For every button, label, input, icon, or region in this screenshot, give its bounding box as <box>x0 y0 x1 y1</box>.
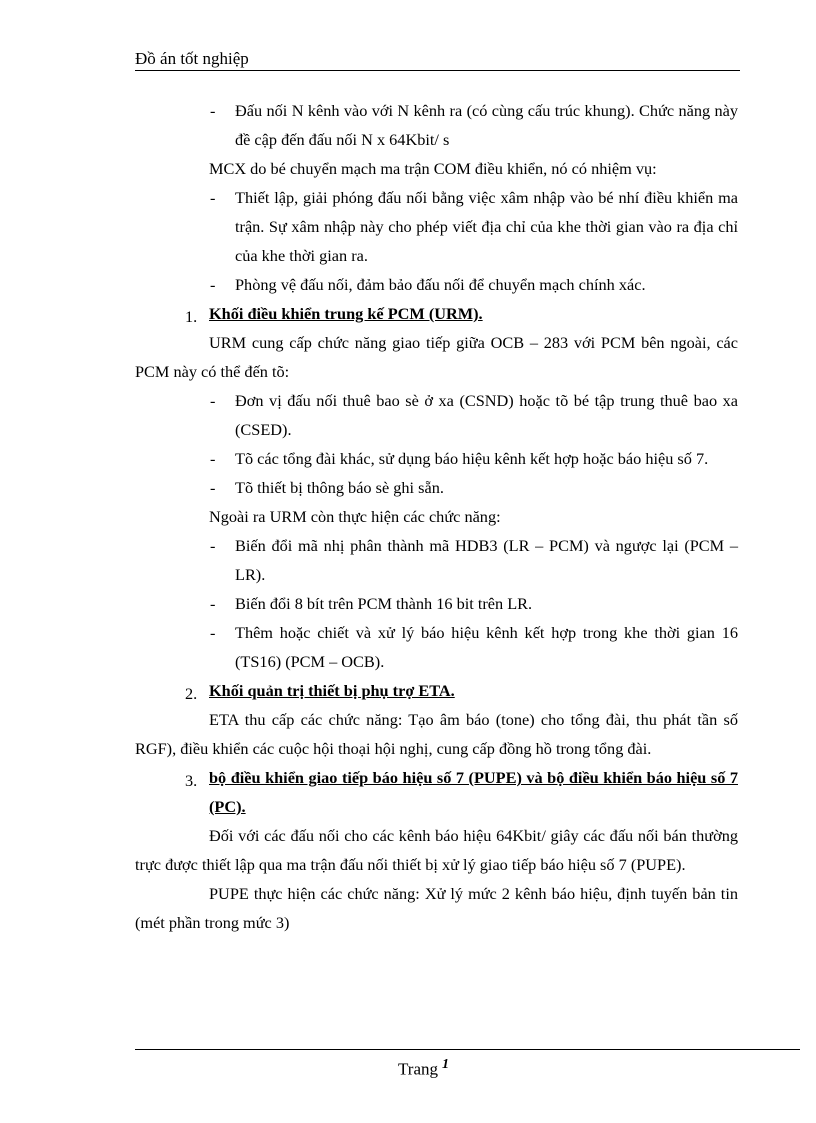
paragraph-eta: ETA thu cấp các chức năng: Tạo âm báo (tone) cho tổng đài, thu phát tần số RGF), điều khiển các cuộc hội thoại hội nghị, cung cấp đồng hồ trong tổng đài. <box>135 710 738 758</box>
header-rule <box>135 70 740 71</box>
section-heading-3 <box>135 763 738 821</box>
bullet-item <box>135 386 738 444</box>
bullet-text: Đơn vị đấu nối thuê bao sè ở xa (CSND) hoặc tõ bé tập trung thuê bao xa (CSED). <box>235 391 738 439</box>
bullet-item <box>135 531 738 589</box>
footer-rule <box>135 1049 800 1050</box>
heading-text: Khối quản trị thiết bị phụ trợ ETA. <box>209 681 455 700</box>
bullet-text: Phòng vệ đấu nối, đảm bảo đấu nối để chuyển mạch chính xác. <box>235 275 646 294</box>
bullet-text: Tõ các tổng đài khác, sử dụng báo hiệu kênh kết hợp hoặc báo hiệu số 7. <box>235 449 709 468</box>
paragraph-ngoai-ra: Ngoài ra URM còn thực hiện các chức năng: <box>209 507 501 526</box>
bullet-dash: - <box>210 478 216 497</box>
footer-label: Trang <box>398 1059 438 1079</box>
bullet-text: Thêm hoặc chiết và xử lý báo hiệu kênh kết hợp trong khe thời gian 16 (TS16) (PCM – OCB). <box>235 623 738 671</box>
paragraph-doi-voi: Đối với các đấu nối cho các kênh báo hiệu 64Kbit/ giây các đấu nối bán thường trực được thiết lập qua ma trận đấu nối thiết bị xử lý giao tiếp báo hiệu số 7 (PUPE). <box>135 826 738 874</box>
bullet-dash: - <box>210 275 216 294</box>
paragraph-urm: URM cung cấp chức năng giao tiếp giữa OCB – 283 với PCM bên ngoài, các PCM này có thể đến tõ: <box>135 333 738 381</box>
paragraph-mcx: MCX do bé chuyển mạch ma trận COM điều khiển, nó có nhiệm vụ: <box>209 159 657 178</box>
page-content <box>135 96 738 937</box>
page-number: 1 <box>442 1057 449 1072</box>
bullet-text: Thiết lập, giải phóng đấu nối bằng việc xâm nhập vào bé nhí điều khiển ma trận. Sự xâm nhập này cho phép viết địa chỉ của khe thời gian vào ra địa chỉ của khe thời gian ra. <box>235 188 738 265</box>
bullet-item <box>135 270 738 299</box>
header-title: Đồ án tốt nghiệp <box>135 49 249 68</box>
bullet-dash: - <box>210 188 216 207</box>
bullet-item <box>135 473 738 502</box>
bullet-item <box>135 589 738 618</box>
bullet-item <box>135 444 738 473</box>
heading-number: 2. <box>185 684 198 703</box>
bullet-item <box>135 618 738 676</box>
bullet-dash: - <box>210 594 216 613</box>
bullet-item <box>135 96 738 154</box>
bullet-dash: - <box>210 449 216 468</box>
heading-number: 1. <box>185 307 198 326</box>
bullet-dash: - <box>210 101 216 120</box>
bullet-text: Biến đổi 8 bít trên PCM thành 16 bit trên LR. <box>235 594 533 613</box>
paragraph-pupe: PUPE thực hiện các chức năng: Xử lý mức 2 kênh báo hiệu, định tuyến bản tin (mét phần trong mức 3) <box>135 884 738 932</box>
bullet-text: Tõ thiết bị thông báo sè ghi sẵn. <box>235 478 444 497</box>
bullet-item <box>135 183 738 270</box>
bullet-text: Đấu nối N kênh vào với N kênh ra (có cùng cấu trúc khung). Chức năng này đề cập đến đấu nối N x 64Kbit/ s <box>235 101 738 149</box>
bullet-dash: - <box>210 536 216 555</box>
section-heading-2 <box>135 676 738 705</box>
footer-page-label <box>398 1054 449 1081</box>
heading-text: Khối điều khiển trung kế PCM (URM). <box>209 304 483 323</box>
section-heading-1 <box>135 299 738 328</box>
heading-number: 3. <box>185 771 198 790</box>
bullet-dash: - <box>210 623 216 642</box>
heading-text: bộ điều khiển giao tiếp báo hiệu số 7 (PUPE) và bộ điều khiển báo hiệu số 7 (PC). <box>209 768 738 816</box>
bullet-text: Biến đổi mã nhị phân thành mã HDB3 (LR – PCM) và ngược lại (PCM – LR). <box>235 536 738 584</box>
bullet-dash: - <box>210 391 216 410</box>
